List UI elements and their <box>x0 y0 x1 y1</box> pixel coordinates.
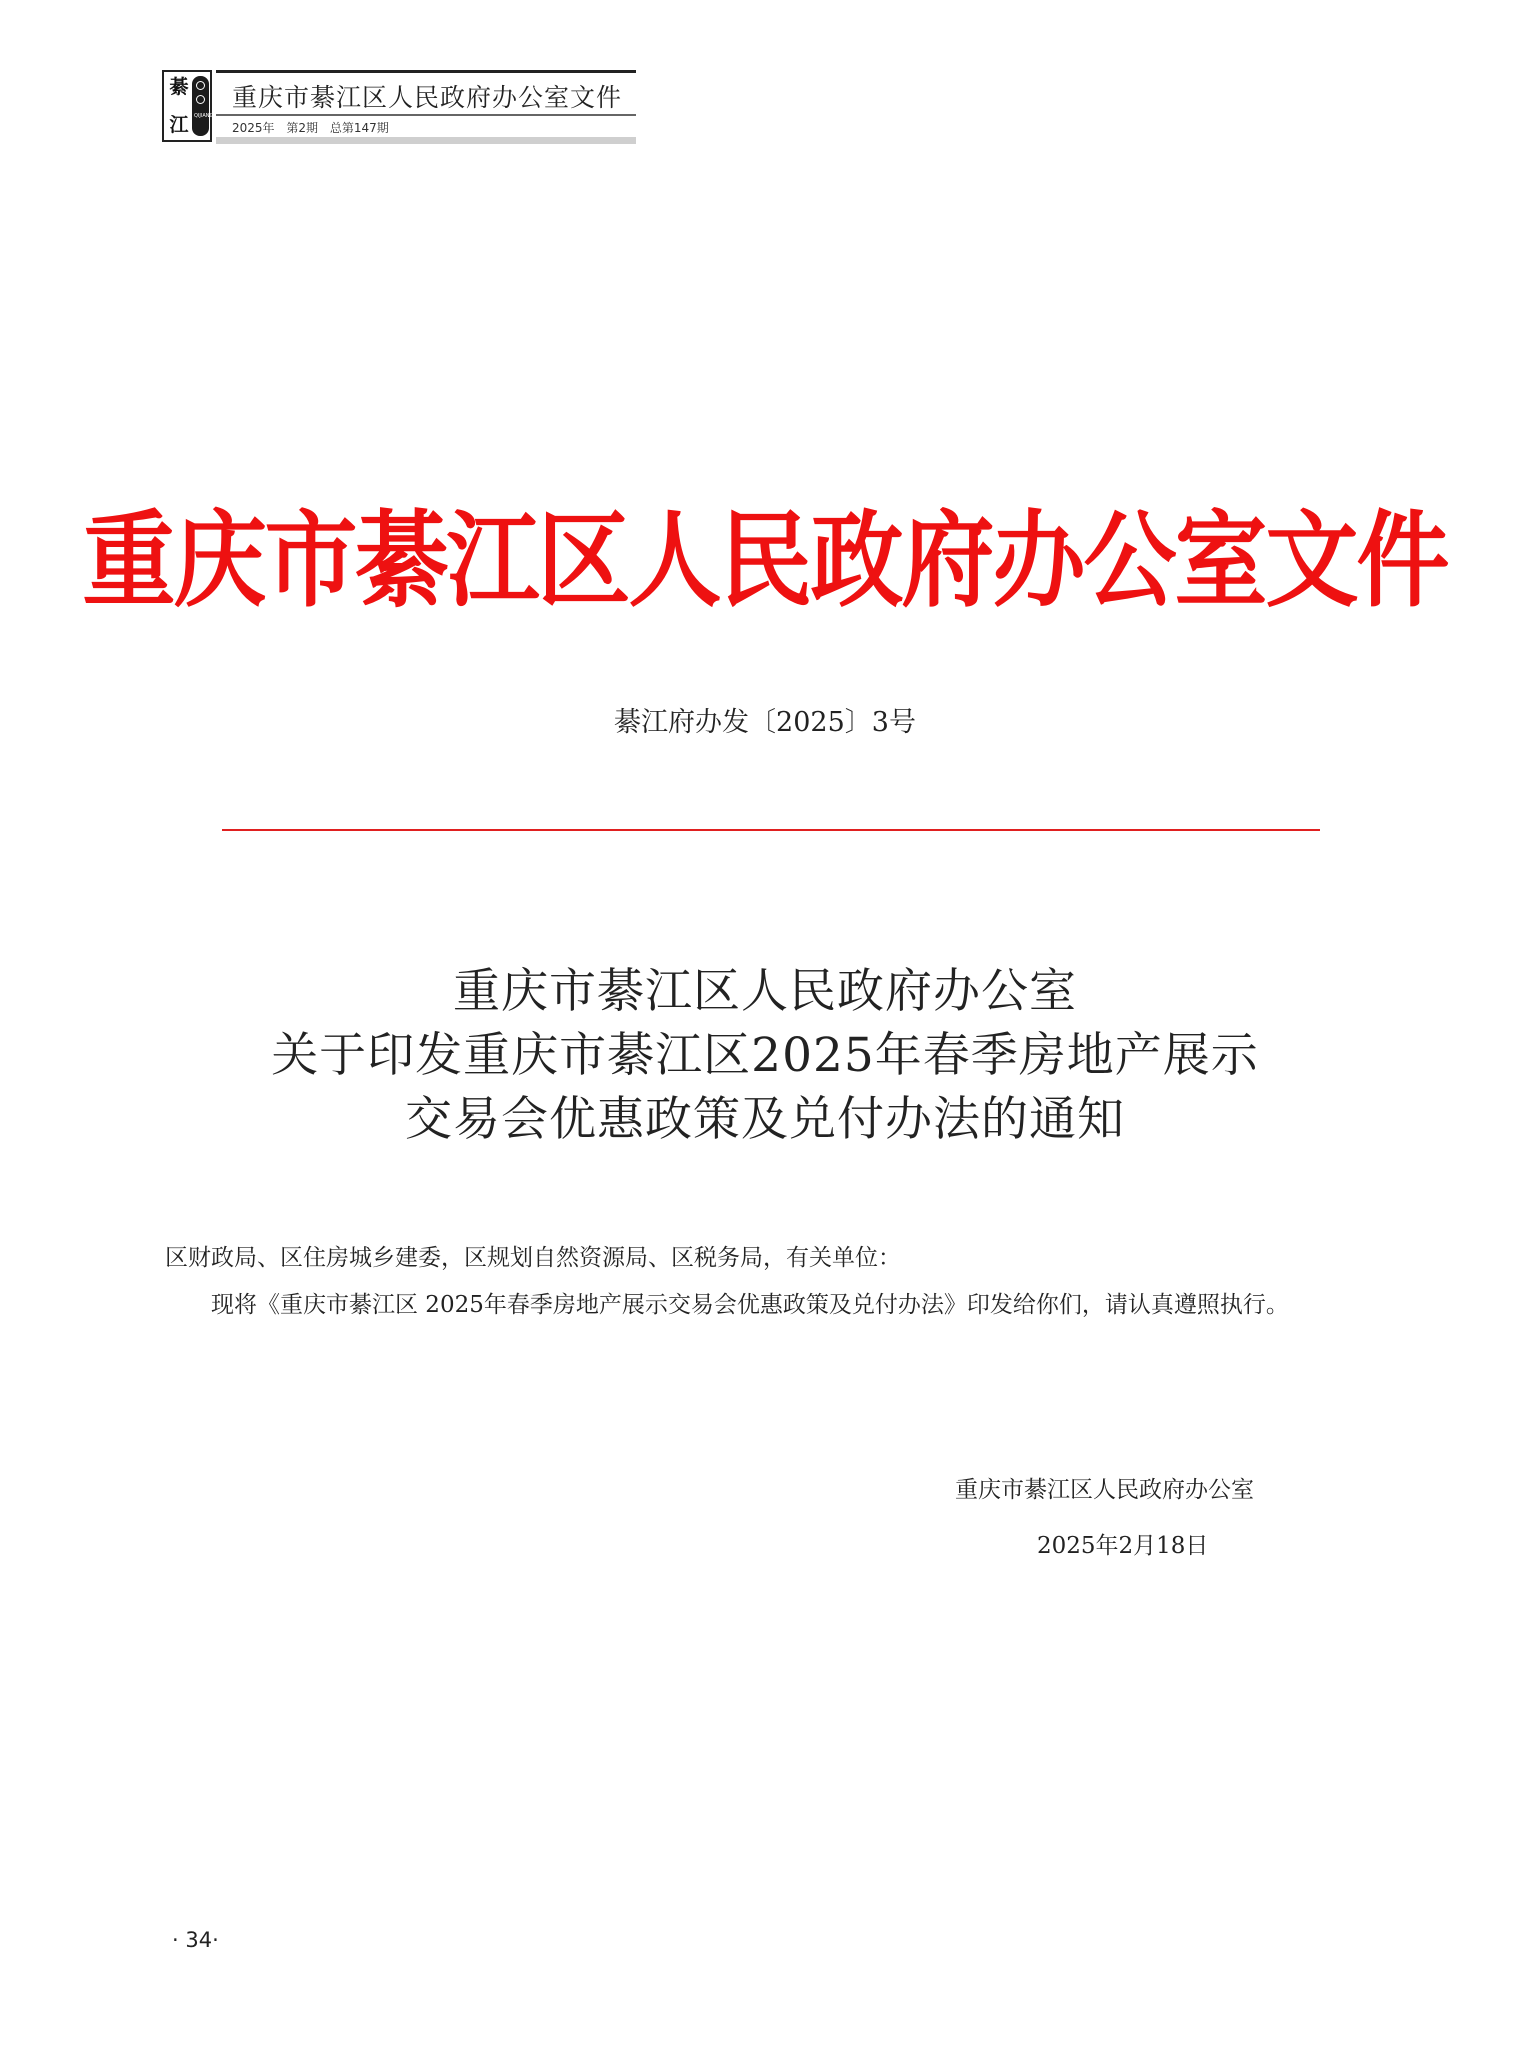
journal-logo <box>162 70 212 142</box>
issue-number: 第2期 <box>286 121 319 135</box>
recipients: 区财政局、区住房城乡建委，区规划自然资源局、区税务局，有关单位： <box>165 1245 901 1271</box>
red-masthead: 重庆市綦江区人民政府办公室文件 <box>82 500 1448 622</box>
issue-total-number: 总第147期 <box>329 121 389 135</box>
document-body <box>165 1235 1365 1329</box>
logo-char-jiang: 江 <box>169 114 189 136</box>
title-line-3: 交易会优惠政策及兑付办法的通知 <box>405 1092 1125 1147</box>
page-number: · 34· <box>172 1928 219 1952</box>
issue-year: 2025年 <box>232 121 275 135</box>
signature-block <box>955 1462 1254 1574</box>
header-middle-rule <box>216 114 636 116</box>
title-line-2: 关于印发重庆市綦江区2025年春季房地产展示 <box>271 1028 1259 1083</box>
body-paragraph: 现将《重庆市綦江区 2025年春季房地产展示交易会优惠政策及兑付办法》印发给你们，请认真遵照执行。 <box>211 1292 1289 1318</box>
logo-pinyin: QIJIANG <box>194 113 214 119</box>
running-header-title: 重庆市綦江区人民政府办公室文件 <box>232 83 623 112</box>
header-top-rule <box>216 70 636 73</box>
document-title <box>0 960 1530 1152</box>
logo-seal-icon <box>192 76 214 136</box>
issue-info <box>232 119 397 136</box>
document-number: 綦江府办发〔2025〕3号 <box>614 707 916 738</box>
signing-date: 2025年2月18日 <box>1037 1533 1209 1559</box>
signing-organization: 重庆市綦江区人民政府办公室 <box>955 1477 1254 1503</box>
header-bottom-bar <box>216 137 636 144</box>
logo-char-qi: 綦 <box>169 76 189 98</box>
red-separator-line <box>222 829 1320 831</box>
title-line-1: 重庆市綦江区人民政府办公室 <box>453 964 1077 1019</box>
